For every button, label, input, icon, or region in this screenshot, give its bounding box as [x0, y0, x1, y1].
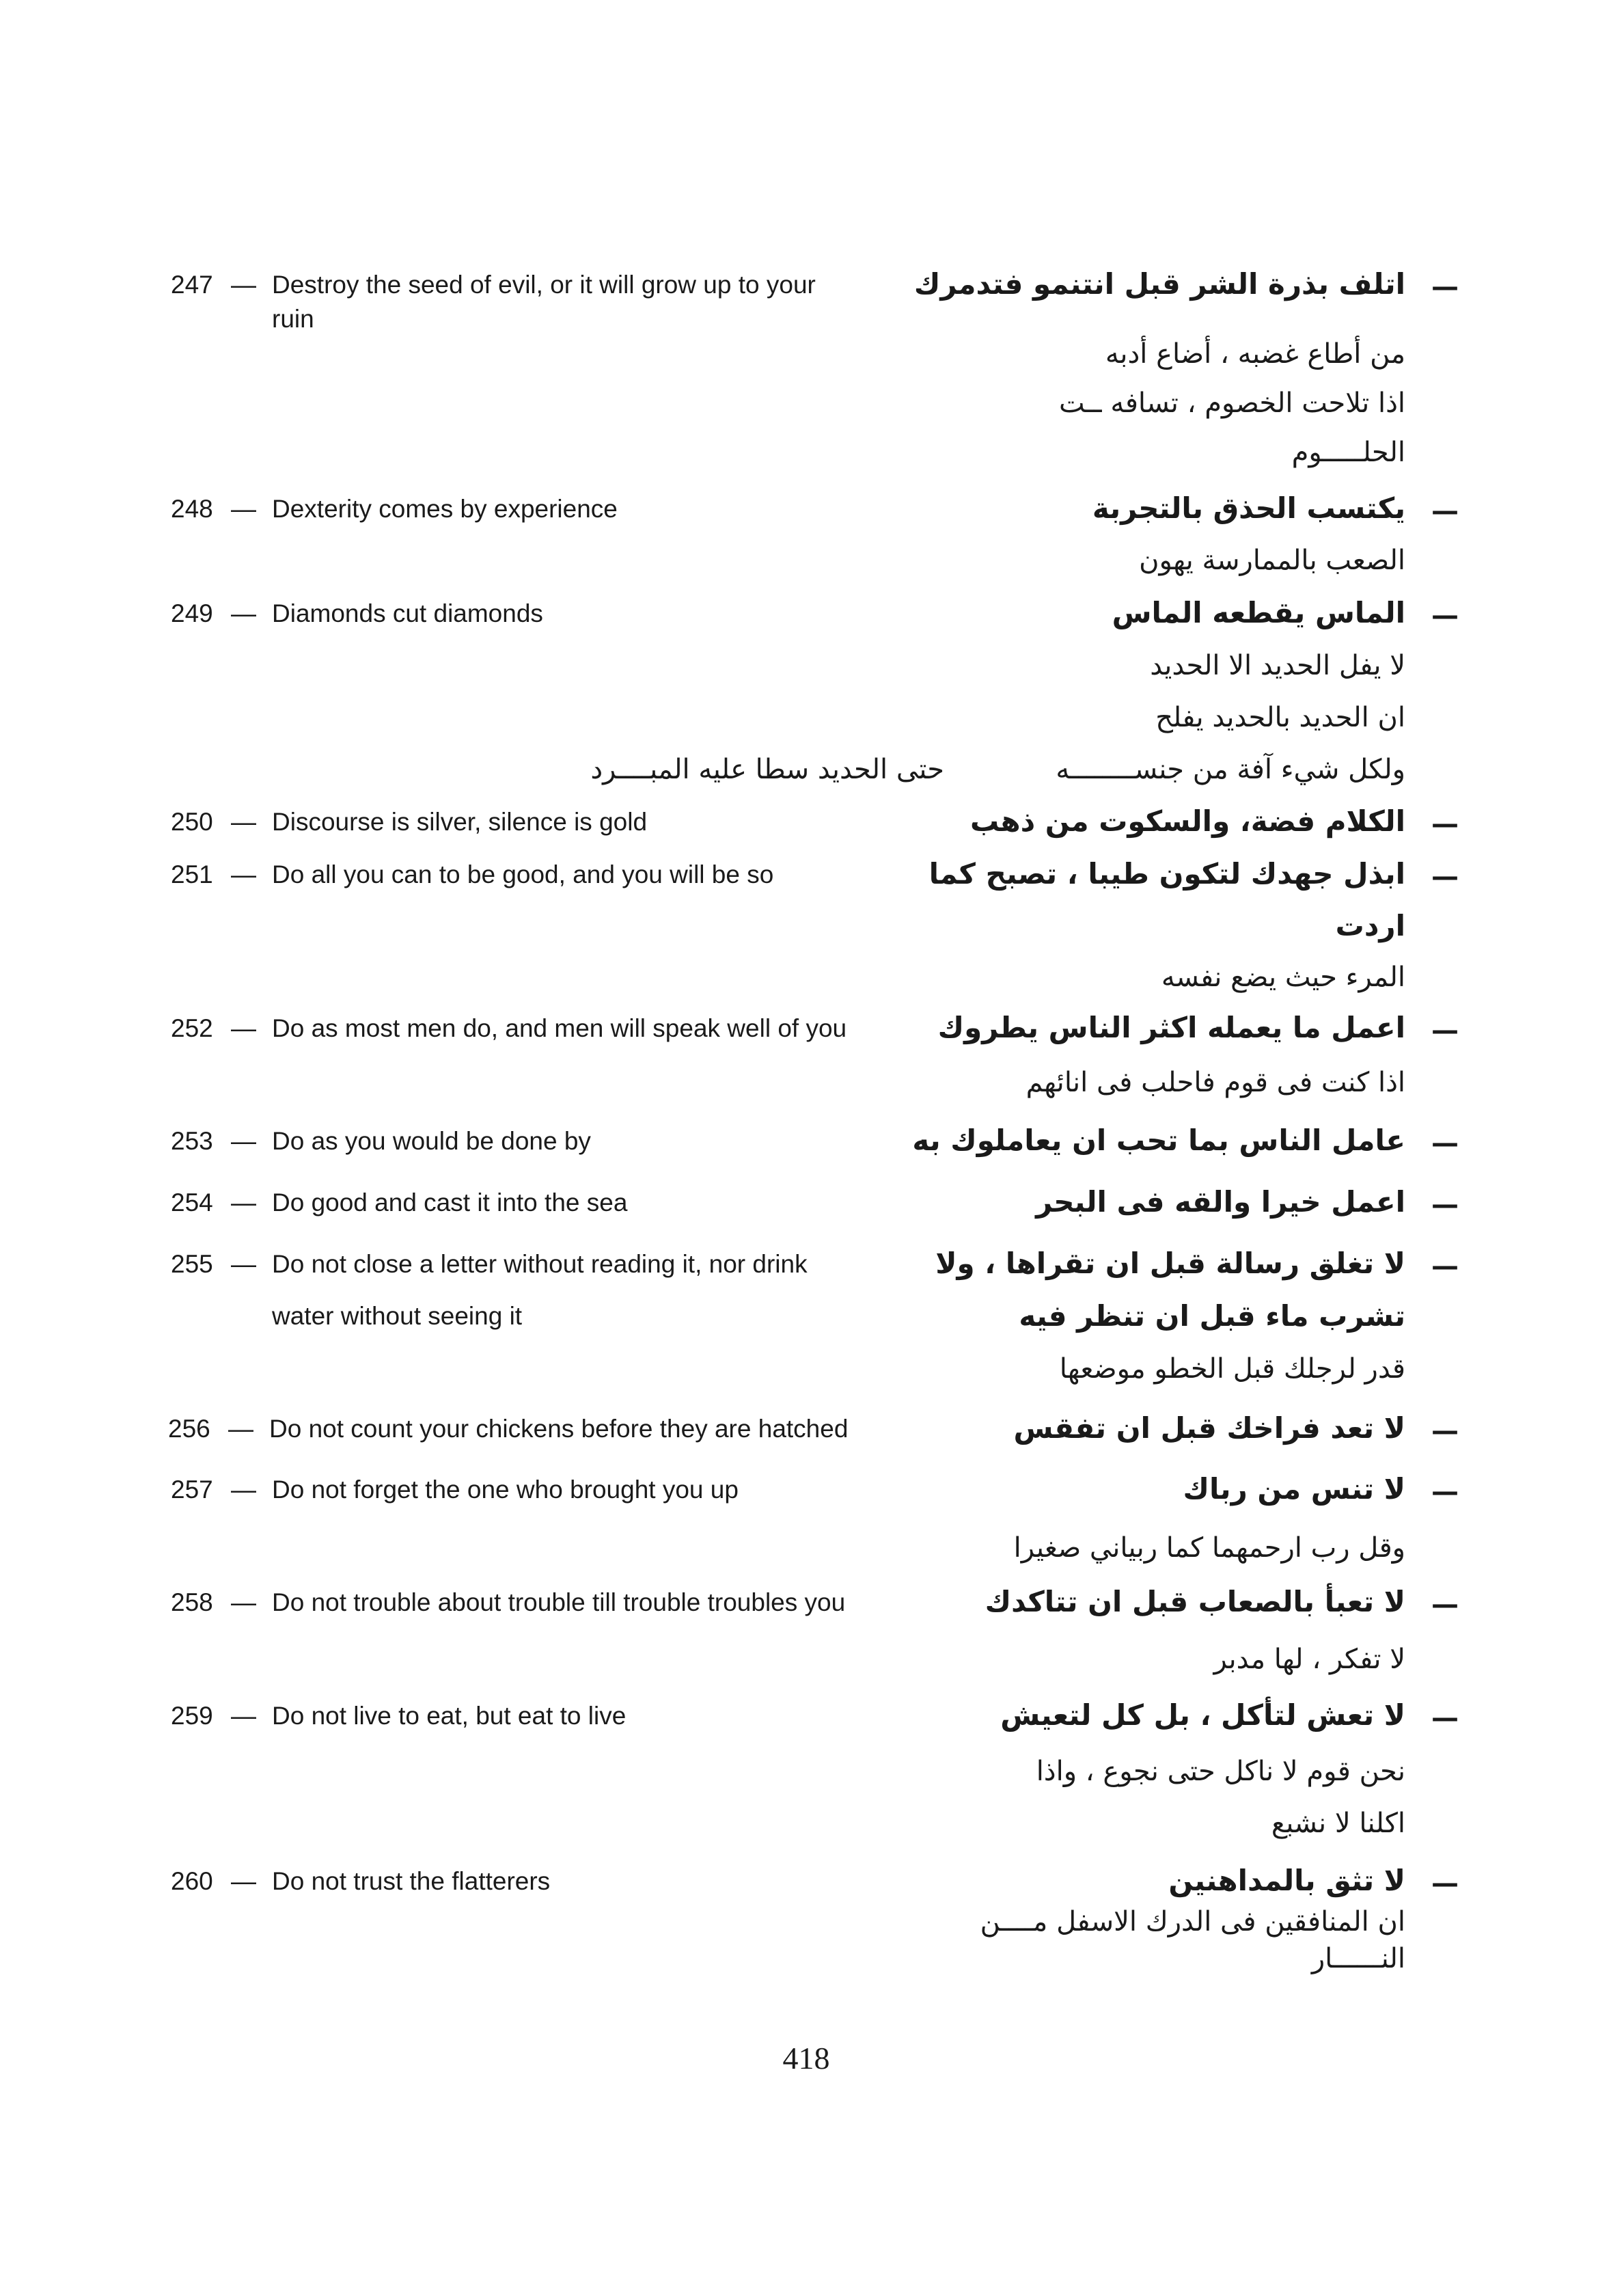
- arabic-dash: —: [1431, 1415, 1459, 1447]
- entry-dash: —: [228, 1415, 253, 1443]
- arabic-equivalent: وقل رب ارحمهما كما ربياني صغيرا: [1013, 1532, 1405, 1564]
- arabic-dash: —: [1431, 495, 1459, 527]
- arabic-dash: —: [1431, 1589, 1459, 1620]
- entry-dash: —: [231, 1127, 256, 1155]
- arabic-equivalent: لا تفكر ، لها مدبر: [1213, 1644, 1405, 1675]
- arabic-equivalent: اذا كنت فى قوم فاحلب فى انائهم: [1026, 1067, 1405, 1098]
- entry-number: 258: [171, 1588, 213, 1616]
- arabic-equivalent: النــــــار: [1311, 1943, 1405, 1974]
- english-proverb: Do not count your chickens before they are hatched: [269, 1415, 849, 1443]
- arabic-dash: —: [1431, 1128, 1459, 1159]
- arabic-dash: —: [1431, 1476, 1459, 1508]
- entry-number: 255: [171, 1250, 213, 1278]
- arabic-proverb: لا تعش لتأكل ، بل كل لتعيش: [1000, 1698, 1405, 1732]
- arabic-equivalent: اكلنا لا نشبع: [1271, 1808, 1405, 1839]
- english-proverb-continuation: ruin: [272, 305, 314, 333]
- entry-number: 253: [171, 1127, 213, 1155]
- arabic-proverb: لا تنس من رباك: [1183, 1472, 1405, 1506]
- entry-dash: —: [231, 1702, 256, 1730]
- entry-number: 257: [171, 1476, 213, 1504]
- arabic-proverb-continuation: اردت: [1335, 909, 1405, 942]
- entry-dash: —: [231, 599, 256, 627]
- english-proverb: Do not trust the flatterers: [272, 1867, 551, 1895]
- arabic-equivalent: اذا تلاحت الخصوم ، تسافه ــت: [1058, 388, 1405, 419]
- english-proverb: Destroy the seed of evil, or it will grow up to your: [272, 271, 816, 299]
- entry-number: 256: [168, 1415, 210, 1443]
- entry-dash: —: [231, 1014, 256, 1042]
- english-proverb: Do not trouble about trouble till trouble troubles you: [272, 1588, 846, 1616]
- entry-number: 254: [171, 1188, 213, 1216]
- english-proverb: Diamonds cut diamonds: [272, 599, 543, 627]
- entry-number: 251: [171, 860, 213, 888]
- arabic-dash: —: [1431, 1868, 1459, 1899]
- arabic-proverb: الكلام فضة، والسكوت من ذهب: [970, 804, 1405, 838]
- arabic-proverb-continuation: تشرب ماء قبل ان تنظر فيه: [1019, 1299, 1405, 1333]
- arabic-proverb: الماس يقطعه الماس: [1112, 596, 1405, 629]
- arabic-equivalent-verse-second-half: حتى الحديد سطا عليه المبــــرد: [590, 754, 944, 785]
- page-number: 418: [782, 2041, 830, 2076]
- arabic-equivalent: من أطاع غضبه ، أضاع أدبه: [1105, 338, 1405, 370]
- arabic-proverb: لا تغلق رسالة قبل ان تقراها ، ولا: [935, 1247, 1405, 1280]
- english-proverb: Do as you would be done by: [272, 1127, 591, 1155]
- arabic-equivalent: لا يفل الحديد الا الحديد: [1150, 650, 1405, 681]
- arabic-proverb: لا تثق بالمداهنين: [1168, 1864, 1405, 1897]
- entry-dash: —: [231, 1188, 256, 1216]
- english-proverb: Do not live to eat, but eat to live: [272, 1702, 627, 1730]
- arabic-proverb: يكتسب الحذق بالتجربة: [1092, 491, 1405, 525]
- entry-number: 259: [171, 1702, 213, 1730]
- arabic-dash: —: [1431, 1015, 1459, 1046]
- arabic-equivalent: ان المنافقين فى الدرك الاسفل مــــن: [980, 1906, 1405, 1938]
- entry-number: 247: [171, 271, 213, 299]
- entry-dash: —: [231, 1476, 256, 1504]
- arabic-proverb: عامل الناس بما تحب ان يعاملوك به: [912, 1124, 1405, 1157]
- arabic-dash: —: [1431, 1251, 1459, 1282]
- english-proverb-continuation: water without seeing it: [272, 1302, 523, 1330]
- english-proverb: Do all you can to be good, and you will be so: [272, 860, 774, 888]
- entry-number: 260: [171, 1867, 213, 1895]
- arabic-proverb: اعمل ما يعمله اكثر الناس يطروك: [937, 1011, 1405, 1044]
- arabic-equivalent: ان الحديد بالحديد يفلح: [1155, 702, 1405, 733]
- entry-dash: —: [231, 808, 256, 836]
- english-proverb: Do good and cast it into the sea: [272, 1188, 628, 1216]
- entry-number: 248: [171, 495, 213, 523]
- entry-dash: —: [231, 860, 256, 888]
- entry-dash: —: [231, 495, 256, 523]
- arabic-proverb: لا تعبأ بالصعاب قبل ان تتاكدك: [985, 1585, 1405, 1618]
- arabic-proverb: ابذل جهدك لتكون طيبا ، تصبح كما: [928, 857, 1405, 891]
- entry-dash: —: [231, 1867, 256, 1895]
- arabic-equivalent: قدر لرجلك قبل الخطو موضعها: [1059, 1353, 1405, 1385]
- english-proverb: Do not forget the one who brought you up: [272, 1476, 739, 1504]
- entry-number: 250: [171, 808, 213, 836]
- arabic-dash: —: [1431, 861, 1459, 893]
- arabic-equivalent: الحلـــــوم: [1291, 437, 1405, 468]
- arabic-equivalent: المرء حيث يضع نفسه: [1161, 962, 1405, 993]
- english-proverb: Discourse is silver, silence is gold: [272, 808, 648, 836]
- arabic-dash: —: [1431, 808, 1459, 840]
- entry-dash: —: [231, 1588, 256, 1616]
- entry-number: 252: [171, 1014, 213, 1042]
- english-proverb: Dexterity comes by experience: [272, 495, 618, 523]
- arabic-proverb: لا تعد فراخك قبل ان تفقس: [1013, 1411, 1405, 1445]
- arabic-equivalent: الصعب بالممارسة يهون: [1139, 545, 1405, 576]
- entry-dash: —: [231, 271, 256, 299]
- arabic-dash: —: [1431, 271, 1459, 303]
- arabic-proverb: اتلف بذرة الشر قبل انتنمو فتدمرك: [913, 267, 1405, 301]
- entry-number: 249: [171, 599, 213, 627]
- arabic-equivalent: نحن قوم لا ناكل حتى نجوع ، واذا: [1036, 1756, 1405, 1787]
- arabic-proverb: اعمل خيرا والقه فى البحر: [1036, 1185, 1405, 1219]
- english-proverb: Do as most men do, and men will speak well of you: [272, 1014, 847, 1042]
- arabic-dash: —: [1431, 600, 1459, 631]
- arabic-equivalent: ولكل شيء آفة من جنســــــــه: [1056, 754, 1405, 785]
- english-proverb: Do not close a letter without reading it, nor drink: [272, 1250, 808, 1278]
- arabic-dash: —: [1431, 1702, 1459, 1734]
- entry-dash: —: [231, 1250, 256, 1278]
- arabic-dash: —: [1431, 1189, 1459, 1221]
